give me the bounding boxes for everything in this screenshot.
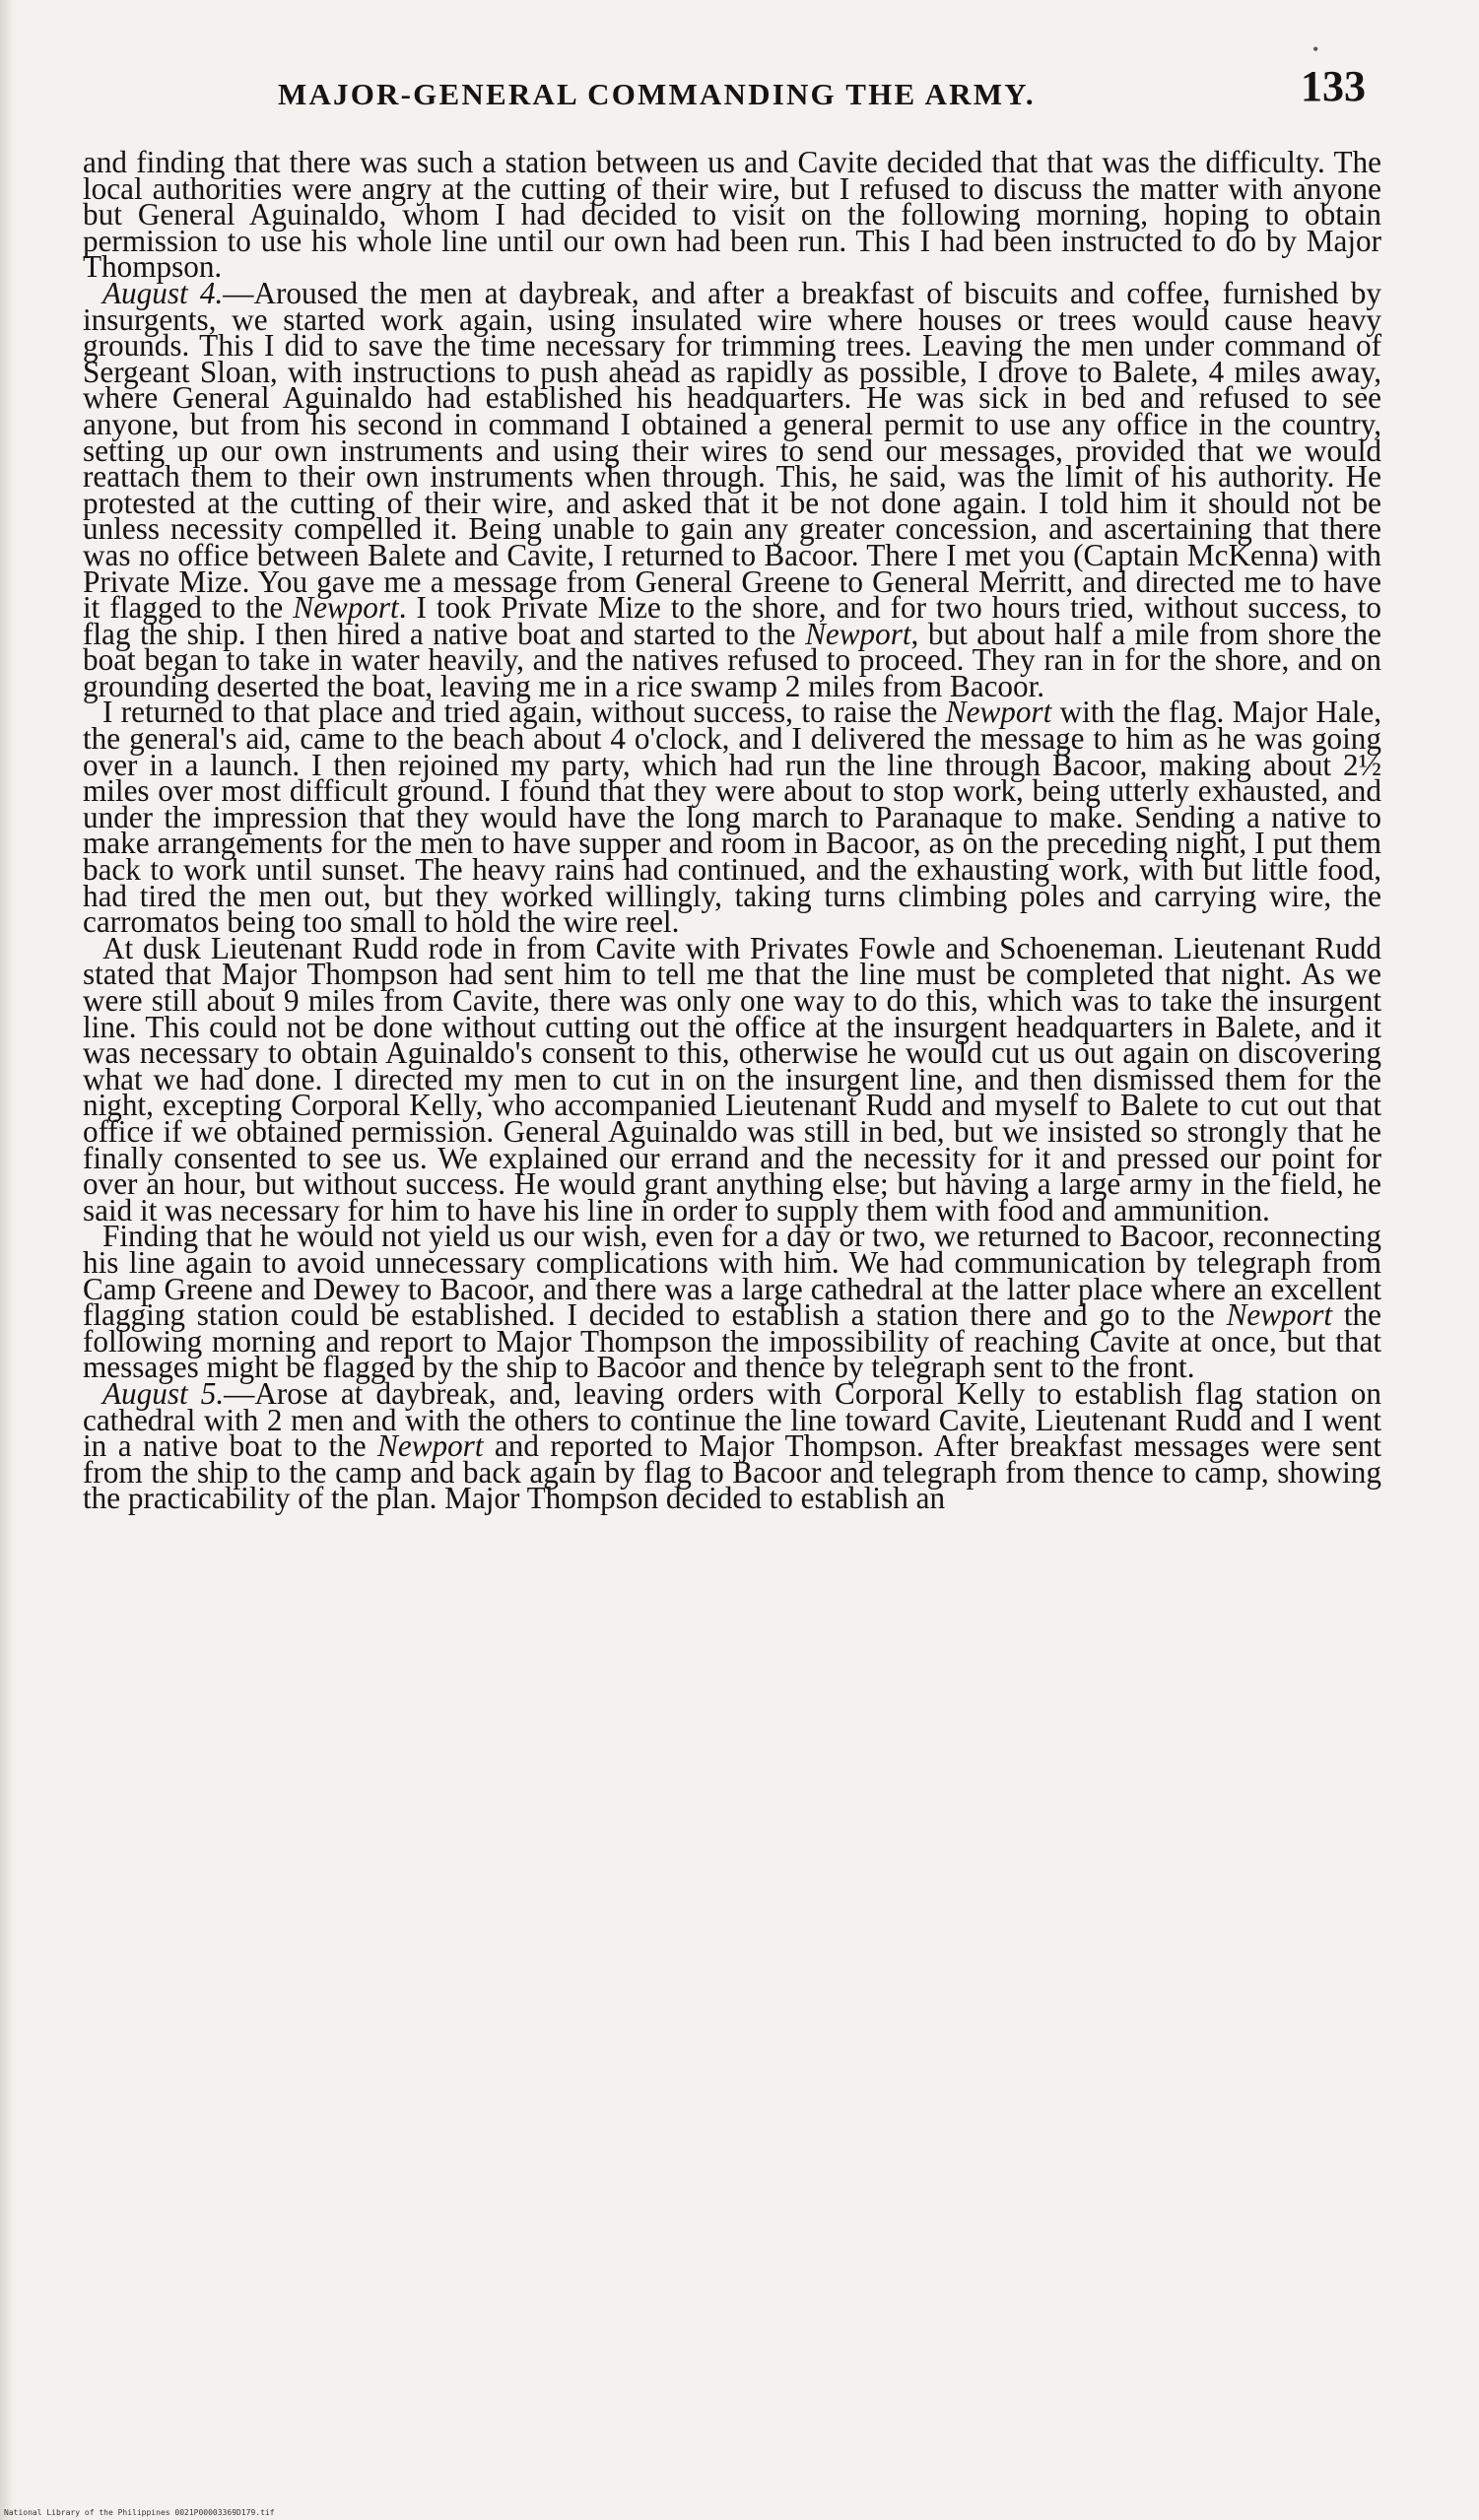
body-paragraph: [83, 695, 1381, 940]
paragraph-text: and finding that there was such a station between us and Cavite decided that that was the difficulty. The local authorities were angry at the cutting of their wire, but I refused to discuss the matter with anyone but General Aguinaldo, whom I had decided to visit on the following morning, hoping to obtain permission to use his whole line until our own had been run. This I had been instructed to do by Major Thompson.: [83, 145, 1381, 285]
body-paragraph: [83, 275, 1381, 703]
scan-footer: National Library of the Philippines 0021P00003369D179.tif: [4, 2508, 275, 2517]
ship-name: Newport: [1226, 1297, 1333, 1333]
ship-name: Newport: [293, 590, 399, 626]
paragraph-text: I returned to that place and tried again, without success, to raise the: [102, 695, 946, 730]
dateline: August 5.: [102, 1375, 225, 1411]
page-corner-mark: •: [1312, 39, 1319, 59]
paragraph-text: and reported to Major Thompson. After breakfast messages were sent from the ship to the camp and back again by flag to Bacoor and telegraph from thence to camp, showing the practicability of the plan. Major Thompson decided to establish an: [83, 1428, 1382, 1516]
ship-name: Newport: [805, 616, 911, 651]
paragraph-text: —Arose at daybreak, and, leaving orders with Corporal Kelly to establish flag station on cathedral with 2 men and with the others to continue the line toward Cavite, Lieutenant Rudd and I went in a native boat to the: [83, 1375, 1381, 1464]
ship-name: Newport: [377, 1428, 484, 1464]
paragraph-text: with the flag. Major Hale, the general's aid, came to the beach about 4 o'clock, and I delivered the message to him as he was going over in a launch. I then rejoined my party, which had run the line through Bacoor, making about 2½ miles over most difficult ground. I found that they were about to stop work, being utterly exhausted, and under the impression that they would have the long march to Paranaque to make. Sending a native to make arrangements for the men to have supper and room in Bacoor, as on the preceding night, I put them back to work until sunset. The heavy rains had continued, and the exhausting work, with but little food, had tired the men out, but they worked willingly, taking turns climbing poles and carrying wire, the carromatos being too small to hold the wire reel.: [83, 695, 1381, 940]
dateline: August 4.: [102, 275, 224, 310]
body-paragraph: [83, 145, 1381, 285]
paragraph-text: At dusk Lieutenant Rudd rode in from Cavite with Privates Fowle and Schoeneman. Lieutenant Rudd stated that Major Thompson had sent him to tell me that the line must be completed that night. As we were still about 9 miles from Cavite, there was only one way to do this, which was to take the insurgent line. This could not be done without cutting out the office at the insurgent headquarters in Balete, and it was necessary to obtain Aguinaldo's consent to this, otherwise he would cut us out again on discovering what we had done. I directed my men to cut in on the insurgent line, and then dismissed them for the night, excepting Corporal Kelly, who accompanied Lieutenant Rudd and myself to Balete to cut out that office if we obtained permission. General Aguinaldo was still in bed, but we insisted so strongly that he finally consented to see us. We explained our errand and the necessity for it and pressed our point for over an hour, but without success. He would grant anything else; but having a large army in the field, he said it was necessary for him to have his line in order to supply them with food and ammunition.: [83, 930, 1381, 1227]
body-paragraph: [83, 1219, 1381, 1385]
body-paragraph: [83, 1375, 1382, 1516]
body-paragraph: [83, 930, 1381, 1227]
ship-name: Newport: [945, 695, 1052, 730]
running-head: MAJOR-GENERAL COMMANDING THE ARMY.: [278, 77, 1036, 111]
paragraph-text: —Aroused the men at daybreak, and after a breakfast of biscuits and coffee, furnished by insurgents, we started work again, using insulated wire where houses or trees would cause heavy grounds. This I did to save the time necessary for trimming trees. Leaving the men under command of Sergeant Sloan, with instructions to push ahead as rapidly as possible, I drove to Balete, 4 miles away, where General Aguinaldo had established his headquarters. He was sick in bed and refused to see anyone, but from his second in command I obtained a general permit to use any office in the country, setting up our own instruments and using their wires to send our messages, provided that we would reattach them to their own instruments when through. This, he said, was the limit of his authority. He protested at the cutting of their wire, and asked that it be not done again. I told him it should not be unless necessity compelled it. Being unable to gain any greater concession, and ascertaining that there was no office between Balete and Cavite, I returned to Bacoor. There I met you (Captain McKenna) with Private Mize. You gave me a message from General Greene to General Merritt, and directed me to have it flagged to the: [83, 275, 1381, 626]
paragraph-text: the following morning and report to Major Thompson the impossibility of reaching Cavite at once, but that messages might be flagged by the ship to Bacoor and thence by telegraph sent to the front.: [83, 1297, 1381, 1385]
page-edge-shadow: [0, 0, 14, 2520]
page-number: 133: [1301, 62, 1366, 110]
paragraph-text: . I took Private Mize to the shore, and for two hours tried, without success, to flag the ship. I then hired a native boat and started to the: [83, 590, 1381, 651]
paragraph-text: , but about half a mile from shore the boat began to take in water heavily, and the natives refused to proceed. They ran in for the shore, and on grounding deserted the boat, leaving me in a rice swamp 2 miles from Bacoor.: [83, 616, 1381, 703]
body-text: [83, 145, 1382, 1516]
paragraph-text: Finding that he would not yield us our wish, even for a day or two, we returned to Bacoor, reconnecting his line again to avoid unnecessary complications with him. We had communication by telegraph from Camp Greene and Dewey to Bacoor, and there was a large cathedral at the latter place where an excellent flagging station could be established. I decided to establish a station there and go to the: [83, 1219, 1381, 1333]
